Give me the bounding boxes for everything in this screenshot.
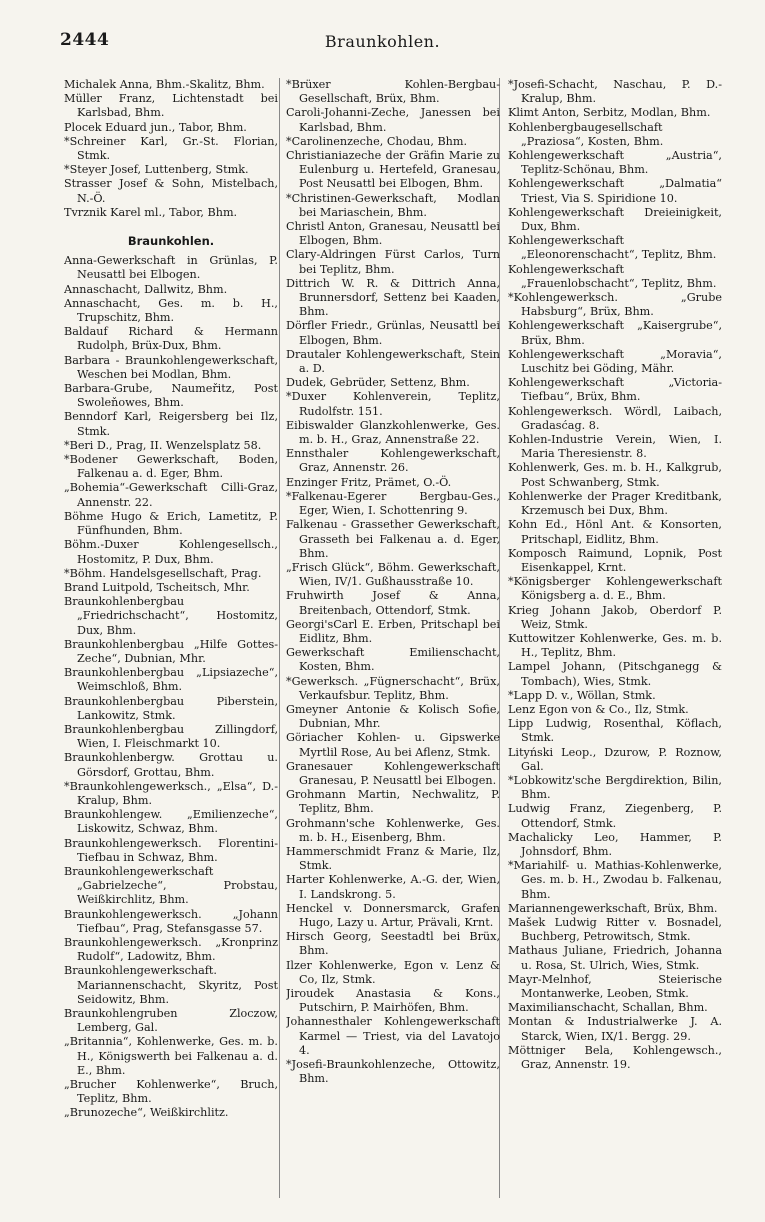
directory-entry: Grohmann Martin, Nechwalitz, P. Teplitz, Bhm.: [286, 788, 500, 816]
directory-entry: Braunkohlenbergw. Grottau u. Görsdorf, Grottau, Bhm.: [64, 751, 278, 779]
directory-entry: *Brüxer Kohlen-Bergbau-Gesellschaft, Brüx, Bhm.: [286, 78, 500, 106]
directory-entry: Möttniger Bela, Kohlengewsch., Graz, Annenstr. 19.: [508, 1043, 722, 1072]
directory-entry: Kohlengewerkschaft „Eleonorenschacht“, Teplitz, Bhm.: [508, 234, 717, 262]
directory-entry: Kohlengewerkschaft „Victoria-Tiefbau“, Brüx, Bhm.: [508, 376, 722, 404]
directory-entry: Eibiswalder Glanzkohlenwerke, Ges. m. b. H., Graz, Annenstraße 22.: [286, 418, 500, 447]
directory-entry: Montan & Industrialwerke J. A. Starck, Wien, IX/1. Bergg. 29.: [508, 1015, 722, 1043]
directory-entry: Annaschacht, Dallwitz, Bhm.: [64, 282, 228, 296]
directory-entry: Clary-Aldringen Fürst Carlos, Turn bei Teplitz, Bhm.: [286, 248, 500, 276]
directory-entry: Machalicky Leo, Hammer, P. Johnsdorf, Bhm.: [508, 830, 722, 858]
directory-entry: *Carolinenzeche, Chodau, Bhm.: [286, 134, 468, 148]
directory-entry: Müller Franz, Lichtenstadt bei Karlsbad, Bhm.: [64, 92, 278, 120]
directory-entry: Lipp Ludwig, Rosenthal, Köflach, Stmk.: [508, 717, 722, 745]
directory-entry: „Frisch Glück“, Böhm. Gewerkschaft, Wien, IV/1. Gußhausstraße 10.: [286, 560, 500, 589]
directory-entry: Grohmann'sche Kohlenwerke, Ges. m. b. H., Eisenberg, Bhm.: [286, 816, 500, 844]
directory-entry: *Lapp D. v., Wöllan, Stmk.: [508, 688, 656, 702]
directory-entry: Kohlenwerke der Prager Kreditbank, Krzemusch bei Dux, Bhm.: [508, 489, 722, 518]
directory-entry: *Duxer Kohlenverein, Teplitz, Rudolfstr. 151.: [286, 390, 500, 418]
directory-entry: Braunkohlenbergbau Piberstein, Lankowitz, Stmk.: [64, 694, 278, 722]
directory-entry: Kohlengewerkschaft „Austria“, Teplitz-Schönau, Bhm.: [508, 149, 722, 177]
directory-entry: Mašek Ludwig Ritter v. Bosnadel, Buchberg, Petrowitsch, Stmk.: [508, 915, 722, 944]
directory-entry: Braunkohlenbergbau Zillingdorf, Wien, I. Fleischmarkt 10.: [64, 722, 278, 751]
directory-entry: Barbara - Braunkohlengewerkschaft, Weschen bei Modlan, Bhm.: [64, 353, 278, 381]
directory-entry: *Steyer Josef, Luttenberg, Stmk.: [64, 163, 249, 177]
directory-entry: Granesauer Kohlengewerkschaft Granesau, P. Neusattl bei Elbogen.: [286, 759, 500, 787]
directory-entry: Klimt Anton, Serbitz, Modlan, Bhm.: [508, 106, 711, 120]
directory-entry: Hammerschmidt Franz & Marie, Ilz, Stmk.: [286, 844, 500, 873]
directory-entry: Christl Anton, Granesau, Neusattl bei Elbogen, Bhm.: [286, 220, 500, 248]
directory-entry: Tvrznik Karel ml., Tabor, Bhm.: [64, 205, 238, 219]
directory-entry: Krieg Johann Jakob, Oberdorf P. Weiz, Stmk.: [508, 603, 722, 631]
directory-entry: Mariannengewerkschaft, Brüx, Bhm.: [508, 901, 718, 915]
directory-entry: Böhme Hugo & Erich, Lametitz, P. Fünfhunden, Bhm.: [64, 509, 278, 538]
directory-entry: Göriacher Kohlen- u. Gipswerke Myrtlil Rose, Au bei Aflenz, Stmk.: [286, 731, 500, 759]
column-1: [64, 78, 278, 1203]
directory-entry: *Kohlengewerksch. „Grube Habsburg“, Brüx, Bhm.: [508, 291, 722, 319]
directory-entry: Barbara-Grube, Naumeřitz, Post Swoleňowes, Bhm.: [64, 382, 278, 410]
directory-entry: Johannesthaler Kohlengewerkschaft Karmel — Triest, via del Lavatojo 4.: [286, 1015, 500, 1057]
directory-entry: Ennsthaler Kohlengewerkschaft, Graz, Annenstr. 26.: [286, 447, 500, 475]
directory-entry: Braunkohlengewerkschaft „Gabrielzeche“, Probstau, Weißkirchlitz, Bhm.: [64, 864, 278, 907]
directory-entry: „Brunozeche“, Weißkirchlitz.: [64, 1106, 229, 1120]
directory-entry: Dörfler Friedr., Grünlas, Neusattl bei Elbogen, Bhm.: [286, 319, 500, 347]
directory-entry: Braunkohlenbergbau „Lipsiazeche“, Weimschloß, Bhm.: [64, 666, 278, 694]
directory-entry: Dudek, Gebrüder, Settenz, Bhm.: [286, 376, 470, 390]
directory-entry: Braunkohlenbergbau „Hilfe Gottes-Zeche“, Dubnian, Mhr.: [64, 637, 278, 665]
directory-entry: Harter Kohlenwerke, A.-G. der, Wien, I. Landskrong. 5.: [286, 873, 500, 901]
directory-entry: Komposch Raimund, Lopnik, Post Eisenkappel, Krnt.: [508, 546, 722, 574]
directory-entry: *Christinen-Gewerkschaft, Modlan bei Mariaschein, Bhm.: [286, 191, 500, 219]
directory-entry: *Lobkowitz'sche Bergdirektion, Bilin, Bhm.: [508, 773, 722, 802]
column-3: [508, 78, 722, 1203]
directory-entry: „Brucher Kohlenwerke“, Bruch, Teplitz, Bhm.: [64, 1078, 278, 1106]
directory-entry: Kohn Ed., Hönl Ant. & Konsorten, Pritschapl, Eidlitz, Bhm.: [508, 518, 722, 546]
directory-entry: Plocek Eduard jun., Tabor, Bhm.: [64, 120, 247, 134]
directory-entry: *Mariahilf- u. Mathias-Kohlenwerke, Ges. m. b. H., Zwodau b. Falkenau, Bhm.: [508, 859, 722, 901]
column-1-entries-2: [64, 254, 278, 1120]
directory-entry: Lityński Leop., Dzurow, P. Roznow, Gal.: [508, 745, 722, 773]
directory-entry: *Braunkohlengewerksch., „Elsa“, D.-Kralup, Bhm.: [64, 779, 278, 807]
directory-entry: Falkenau - Grassether Gewerkschaft, Grasseth bei Falkenau a. d. Eger, Bhm.: [286, 518, 500, 560]
directory-entry: Caroli-Johanni-Zeche, Janessen bei Karlsbad, Bhm.: [286, 106, 500, 134]
directory-entry: Böhm.-Duxer Kohlengesellsch., Hostomitz, P. Dux, Bhm.: [64, 538, 278, 566]
running-title: Braunkohlen.: [324, 32, 441, 51]
section-heading: Braunkohlen.: [127, 234, 215, 249]
directory-entry: Kohlengewerkschaft „Moravia“, Luschitz bei Göding, Mähr.: [508, 347, 722, 376]
directory-entry: *Schreiner Karl, Gr.-St. Florian, Stmk.: [64, 134, 278, 163]
directory-entry: Braunkohlengewerkschaft. Mariannenschacht, Skyritz, Post Seidowitz, Bhm.: [64, 964, 278, 1006]
directory-entry: Ludwig Franz, Ziegenberg, P. Ottendorf, Stmk.: [508, 802, 722, 830]
directory-entry: Jiroudek Anastasia & Kons., Putschirn, P. Mairhöfen, Bhm.: [286, 987, 500, 1015]
directory-entry: Kohlen-Industrie Verein, Wien, I. Maria Theresienstr. 8.: [508, 433, 722, 461]
directory-entry: Braunkohlengruben Zloczow, Lemberg, Gal.: [64, 1007, 278, 1035]
column-1-entries: [64, 78, 278, 220]
directory-entry: Henckel v. Donnersmarck, Grafen Hugo, Lazy u. Artur, Prävali, Krnt.: [286, 901, 500, 929]
directory-entry: *Josefi-Schacht, Naschau, P. D.-Kralup, Bhm.: [508, 78, 722, 106]
directory-entry: Kohlenbergbaugesellschaft „Praziosa“, Kosten, Bhm.: [508, 120, 664, 148]
directory-entry: *Beri D., Prag, II. Wenzelsplatz 58.: [64, 438, 262, 452]
directory-entry: Braunkohlengewerksch. „Kronprinz Rudolf“, Ladowitz, Bhm.: [64, 935, 278, 964]
directory-entry: Lenz Egon von & Co., Ilz, Stmk.: [508, 702, 689, 716]
directory-entry: Baldauf Richard & Hermann Rudolph, Brüx-Dux, Bhm.: [64, 325, 278, 353]
directory-entry: *Gewerksch. „Fügnerschacht“, Brüx, Verkaufsbur. Teplitz, Bhm.: [286, 674, 500, 702]
directory-entry: Braunkohlengew. „Emilienzeche“, Liskowitz, Schwaz, Bhm.: [64, 808, 278, 836]
directory-entry: Braunkohlenbergbau „Friedrichschacht“, Hostomitz, Dux, Bhm.: [64, 595, 278, 637]
directory-entry: Dittrich W. R. & Dittrich Anna, Brunnersdorf, Settenz bei Kaaden, Bhm.: [286, 276, 500, 319]
directory-entry: Georgi'sCarl E. Erben, Pritschapl bei Eidlitz, Bhm.: [286, 617, 500, 645]
directory-entry: Mayr-Melnhof, Steierische Montanwerke, Leoben, Stmk.: [508, 972, 722, 1000]
directory-entry: Kohlengewerksch. Wördl, Laibach, Gradasćag. 8.: [508, 404, 722, 432]
directory-entry: Benndorf Karl, Reigersberg bei Ilz, Stmk.: [64, 410, 278, 438]
directory-entry: Christianiazeche der Gräfin Marie zu Eulenburg u. Hertefeld, Granesau, Post Neusattl bei Elbogen, Bhm.: [286, 149, 500, 191]
directory-entry: Lampel Johann, (Pitschganegg & Tombach), Wies, Stmk.: [508, 660, 722, 688]
directory-entry: Brand Luitpold, Tscheitsch, Mhr.: [64, 580, 250, 594]
directory-entry: *Falkenau-Egerer Bergbau-Ges., Eger, Wien, I. Schottenring 9.: [286, 489, 500, 518]
directory-entry: Maximilianschacht, Schallan, Bhm.: [508, 1001, 708, 1015]
directory-entry: *Königsberger Kohlengewerkschaft Königsberg a. d. E., Bhm.: [508, 575, 722, 603]
directory-entry: Drautaler Kohlengewerkschaft, Stein a. D.: [286, 347, 500, 376]
directory-entry: Braunkohlengewerksch. Florentini-Tiefbau in Schwaz, Bhm.: [64, 836, 278, 864]
directory-entry: Kuttowitzer Kohlenwerke, Ges. m. b. H., Teplitz, Bhm.: [508, 631, 722, 660]
directory-entry: *Bodener Gewerkschaft, Boden, Falkenau a. d. Eger, Bhm.: [64, 453, 278, 481]
directory-entry: Strasser Josef & Sohn, Mistelbach, N.-Ö.: [64, 177, 278, 205]
directory-entry: Kohlengewerkschaft „Frauenlobschacht“, Teplitz, Bhm.: [508, 262, 717, 290]
directory-entry: *Josefi-Braunkohlenzeche, Ottowitz, Bhm.: [286, 1058, 500, 1086]
directory-entry: „Britannia“, Kohlenwerke, Ges. m. b. H., Königswerth bei Falkenau a. d. E., Bhm.: [64, 1035, 278, 1077]
directory-entry: Mathaus Juliane, Friedrich, Johanna u. Rosa, St. Ulrich, Wies, Stmk.: [508, 944, 722, 972]
directory-entry: Kohlengewerkschaft Dreieinigkeit, Dux, Bhm.: [508, 205, 722, 234]
column-2: [286, 78, 500, 1203]
directory-entry: Gewerkschaft Emilienschacht, Kosten, Bhm.: [286, 646, 500, 674]
columns: [64, 78, 724, 1203]
directory-entry: Annaschacht, Ges. m. b. H., Trupschitz, Bhm.: [64, 296, 278, 325]
directory-entry: Ilzer Kohlenwerke, Egon v. Lenz & Co, Ilz, Stmk.: [286, 958, 500, 986]
directory-entry: Kohlengewerkschaft „Dalmatia“ Triest, Via S. Spiridione 10.: [508, 177, 722, 205]
directory-entry: Hirsch Georg, Seestadtl bei Brüx, Bhm.: [286, 930, 500, 958]
directory-entry: Braunkohlengewerksch. „Johann Tiefbau“, Prag, Stefansgasse 57.: [64, 907, 278, 935]
page-number: 2444: [60, 30, 110, 50]
directory-entry: Gmeyner Antonie & Kolisch Sofie, Dubnian, Mhr.: [286, 702, 500, 731]
directory-entry: Anna-Gewerkschaft in Grünlas, P. Neusattl bei Elbogen.: [64, 254, 278, 282]
directory-entry: Enzinger Fritz, Prämet, O.-Ö.: [286, 475, 452, 489]
directory-entry: Kohlenwerk, Ges. m. b. H., Kalkgrub, Post Schwanberg, Stmk.: [508, 461, 722, 489]
directory-entry: Fruhwirth Josef & Anna, Breitenbach, Ottendorf, Stmk.: [286, 589, 500, 617]
directory-entry: *Böhm. Handelsgesellschaft, Prag.: [64, 566, 262, 580]
directory-entry: Kohlengewerkschaft „Kaisergrube“, Brüx, Bhm.: [508, 319, 722, 347]
directory-entry: Michalek Anna, Bhm.-Skalitz, Bhm.: [64, 78, 265, 91]
directory-entry: „Bohemia“-Gewerkschaft Cilli-Graz, Annenstr. 22.: [64, 481, 278, 509]
